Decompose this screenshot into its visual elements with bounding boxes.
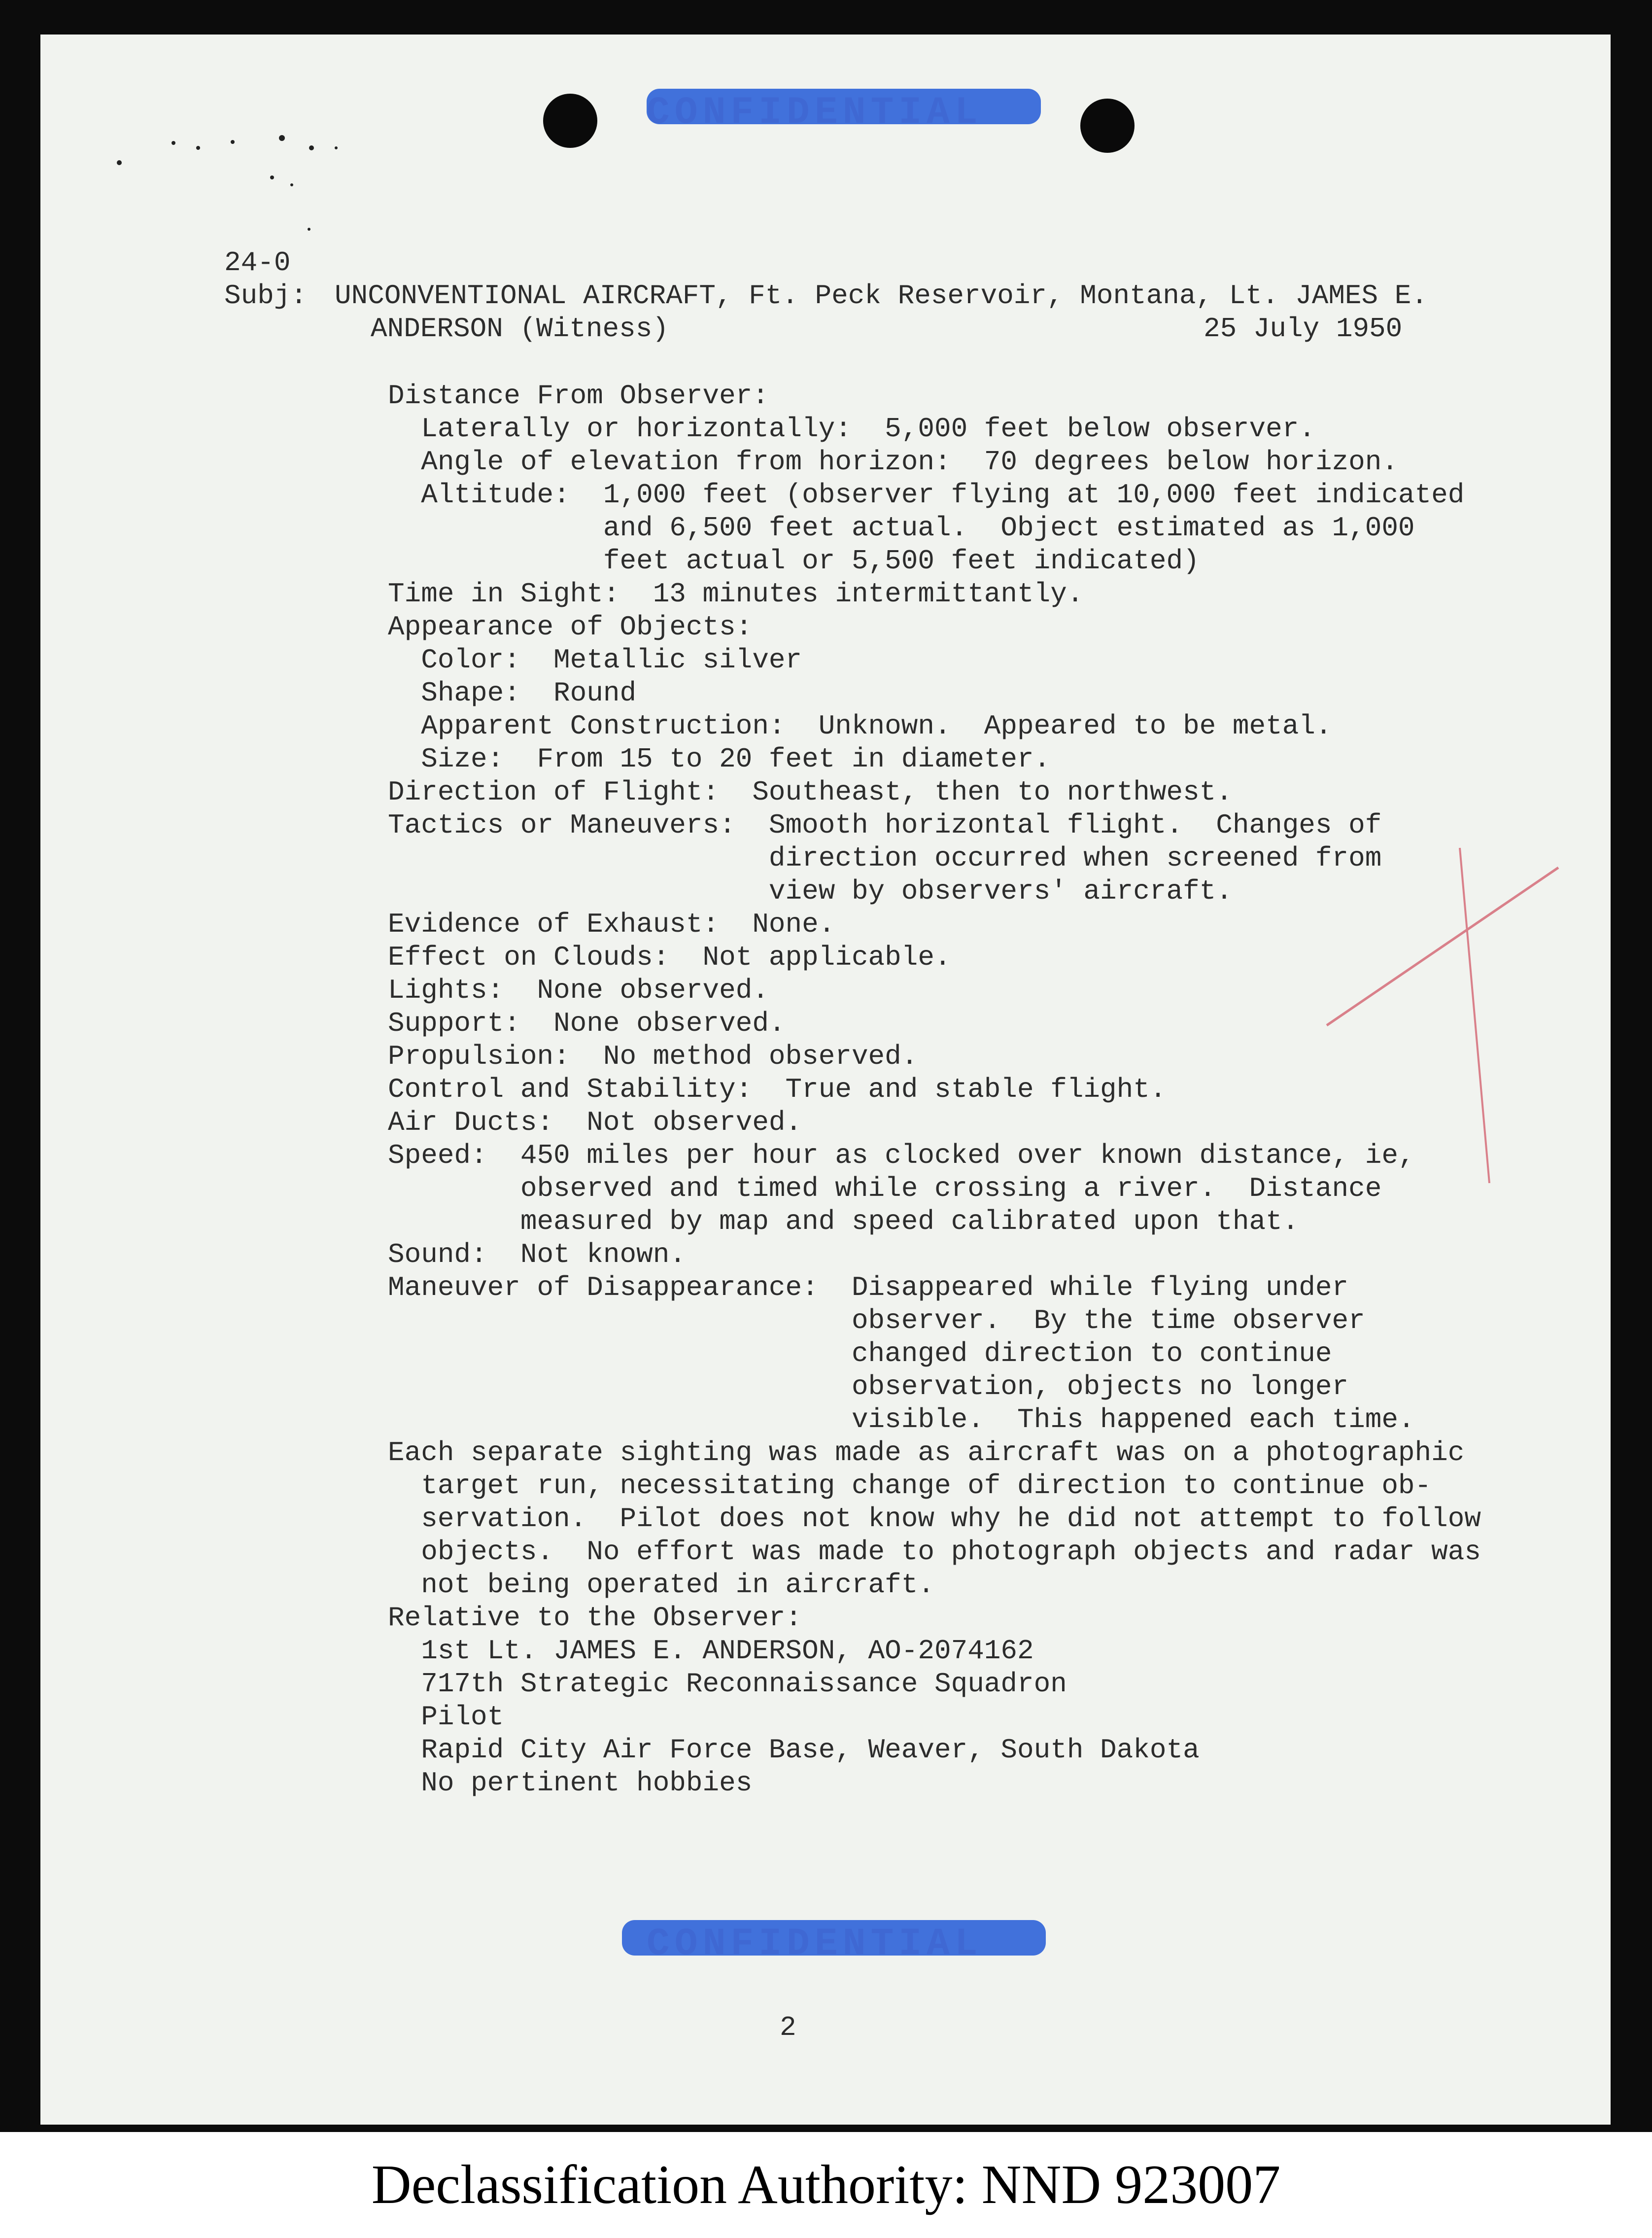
document-page (40, 35, 1611, 2125)
subject-label: Subj: (224, 280, 308, 312)
report-line: Support: None observed. (388, 1008, 786, 1039)
report-line: Apparent Construction: Unknown. Appeared to be metal. (388, 710, 1332, 742)
report-line: changed direction to continue (388, 1338, 1332, 1369)
report-line: Lights: None observed. (388, 975, 769, 1006)
report-line: No pertinent hobbies (388, 1767, 753, 1799)
declassification-authority: Declassification Authority: NND 923007 (371, 2154, 1281, 2215)
report-line: feet actual or 5,500 feet indicated) (388, 545, 1200, 577)
report-line: Control and Stability: True and stable flight. (388, 1074, 1167, 1105)
redaction-bar-bottom (622, 1920, 1046, 1956)
report-line: Effect on Clouds: Not applicable. (388, 942, 951, 973)
report-line: Speed: 450 miles per hour as clocked over known distance, ie, (388, 1140, 1415, 1171)
report-line: Size: From 15 to 20 feet in diameter. (388, 743, 1051, 775)
report-line: Appearance of Objects: (388, 611, 753, 643)
report-line: Maneuver of Disappearance: Disappeared while flying under (388, 1272, 1349, 1303)
report-line: view by observers' aircraft. (388, 875, 1233, 907)
report-line: direction occurred when screened from (388, 842, 1382, 874)
report-line: Propulsion: No method observed. (388, 1041, 918, 1072)
redaction-bar-top (647, 89, 1041, 124)
report-line: Sound: Not known. (388, 1239, 686, 1270)
report-line: Time in Sight: 13 minutes intermittantly. (388, 578, 1084, 610)
report-line: measured by map and speed calibrated upon that. (388, 1206, 1299, 1237)
report-line: Shape: Round (388, 677, 637, 709)
pencil-cross-mark (1312, 838, 1578, 1193)
report-line: Tactics or Maneuvers: Smooth horizontal flight. Changes of (388, 809, 1382, 841)
stray-marks (114, 128, 390, 242)
report-line: Pilot (388, 1701, 504, 1733)
report-line: target run, necessitating change of direction to continue ob- (388, 1470, 1432, 1502)
subject-line-1: UNCONVENTIONAL AIRCRAFT, Ft. Peck Reservoir, Montana, Lt. JAMES E. (335, 280, 1428, 312)
report-line: Evidence of Exhaust: None. (388, 909, 835, 940)
report-line: Altitude: 1,000 feet (observer flying at 10,000 feet indicated (388, 479, 1465, 511)
report-line: not being operated in aircraft. (388, 1569, 934, 1601)
report-line: Color: Metallic silver (388, 644, 802, 676)
report-line: 1st Lt. JAMES E. ANDERSON, AO-2074162 (388, 1635, 1034, 1667)
report-line: Direction of Flight: Southeast, then to northwest. (388, 776, 1233, 808)
subject-line-2: ANDERSON (Witness) (371, 313, 669, 345)
report-line: observed and timed while crossing a river. Distance (388, 1173, 1382, 1204)
punch-hole-right (1080, 99, 1135, 153)
report-line: Distance From Observer: (388, 380, 769, 412)
report-line: Angle of elevation from horizon: 70 degrees below horizon. (388, 446, 1398, 478)
report-line: Air Ducts: Not observed. (388, 1107, 802, 1138)
report-line: objects. No effort was made to photograph objects and radar was (388, 1536, 1481, 1568)
report-line: visible. This happened each time. (388, 1404, 1415, 1435)
report-line: observation, objects no longer (388, 1371, 1349, 1402)
report-line: Relative to the Observer: (388, 1602, 802, 1634)
report-line: and 6,500 feet actual. Object estimated as 1,000 (388, 512, 1415, 544)
report-line: observer. By the time observer (388, 1305, 1365, 1336)
report-line: servation. Pilot does not know why he did not attempt to follow (388, 1503, 1481, 1535)
report-line: Rapid City Air Force Base, Weaver, South Dakota (388, 1734, 1200, 1766)
document-date: 25 July 1950 (1204, 313, 1403, 345)
page-number: 2 (780, 2012, 796, 2043)
file-code: 24-0 (224, 247, 291, 279)
footer-bar (0, 2132, 1652, 2238)
report-line: Each separate sighting was made as aircraft was on a photographic (388, 1437, 1465, 1469)
punch-hole-left (543, 94, 597, 148)
report-line: Laterally or horizontally: 5,000 feet below observer. (388, 413, 1315, 445)
report-line: 717th Strategic Reconnaissance Squadron (388, 1668, 1067, 1700)
